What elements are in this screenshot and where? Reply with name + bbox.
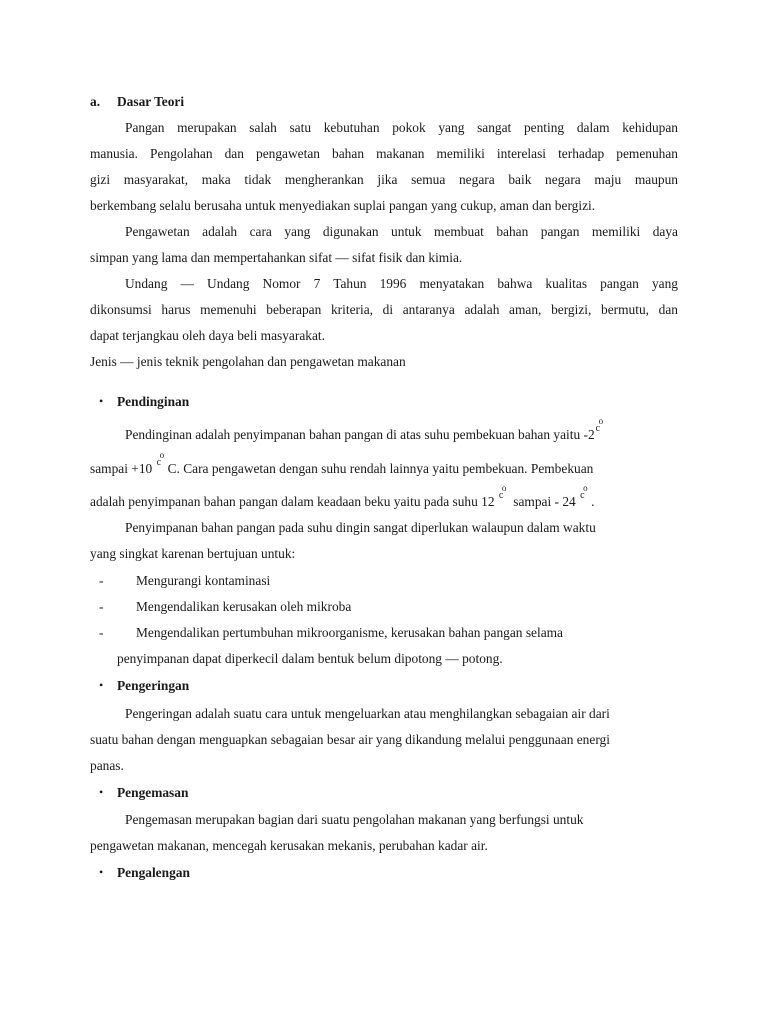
pendinginan-line2: sampai +10 c o C. Cara pengawetan dengan suhu rendah lainnya yaitu pembekuan. Pembekuan xyxy=(90,450,594,476)
pendinginan-title: Pendinginan xyxy=(117,394,190,409)
pengemasan-line2: pengawetan makanan, mencegah kerusakan mekanis, perubahan kadar air. xyxy=(90,838,488,853)
para3-line3: dapat terjangkau oleh daya beli masyarakat. xyxy=(90,328,325,343)
pengeringan-line2: suatu bahan dengan menguapkan sebagaian besar air yang dikandung melalui penggunaan energi xyxy=(90,732,610,747)
para3-line1: Undang — Undang Nomor 7 Tahun 1996 menyatakan bahwa kualitas pangan yang xyxy=(125,276,678,291)
para1-line2: manusia. Pengolahan dan pengawetan bahan makanan memiliki interelasi terhadap pemenuhan xyxy=(90,146,678,161)
bullet-icon: • xyxy=(99,678,104,692)
list-item: Mengendalikan kerusakan oleh mikroba xyxy=(136,599,352,614)
dash-marker: - xyxy=(99,625,104,640)
pendinginan-line3: adalah penyimpanan bahan pangan dalam keadaan beku yaitu pada suhu 12 c o sampai - 24 c o . xyxy=(90,483,595,509)
pendinginan-para2-line1: Penyimpanan bahan pangan pada suhu dingin sangat diperlukan walaupun dalam waktu xyxy=(125,520,596,535)
section-marker: a. xyxy=(90,94,101,109)
para2-line2: simpan yang lama dan mempertahankan sifat — sifat fisik dan kimia. xyxy=(90,250,463,265)
para3-line2: dikonsumsi harus memenuhi beberapan kriteria, di antaranya adalah aman, bergizi, bermutu, dan xyxy=(90,302,678,317)
list-item-continuation: penyimpanan dapat diperkecil dalam bentuk belum dipotong — potong. xyxy=(117,651,503,666)
pengemasan-line1: Pengemasan merupakan bagian dari suatu pengolahan makanan yang berfungsi untuk xyxy=(125,812,584,827)
pengeringan-line1: Pengeringan adalah suatu cara untuk mengeluarkan atau menghilangkan sebagaian air dari xyxy=(125,706,610,721)
degree-symbol: c o xyxy=(580,483,588,501)
degree-symbol: c o xyxy=(156,450,165,468)
dash-marker: - xyxy=(99,599,104,614)
pengeringan-line3: panas. xyxy=(90,758,124,773)
bullet-icon: • xyxy=(99,785,104,799)
para2-line1: Pengawetan adalah cara yang digunakan untuk membuat bahan pangan memiliki daya xyxy=(125,224,678,239)
para1-line1: Pangan merupakan salah satu kebutuhan pokok yang sangat penting dalam kehidupan xyxy=(125,120,678,135)
pengeringan-title: Pengeringan xyxy=(117,678,190,693)
para1-line4: berkembang selalu berusaha untuk menyediakan suplai pangan yang cukup, aman dan bergizi. xyxy=(90,198,596,213)
pendinginan-line1: Pendinginan adalah penyimpanan bahan pangan di atas suhu pembekuan bahan yaitu -2 c o xyxy=(125,426,607,443)
bullet-icon: • xyxy=(99,865,104,879)
pengalengan-title: Pengalengan xyxy=(117,865,190,880)
pendinginan-para2-line2: yang singkat karenan bertujuan untuk: xyxy=(90,546,296,561)
para1-line3: gizi masyarakat, maka tidak mengherankan jika semua negara baik negara maju maupun xyxy=(90,172,678,187)
jenis-line: Jenis — jenis teknik pengolahan dan pengawetan makanan xyxy=(90,354,406,369)
list-item: Mengendalikan pertumbuhan mikroorganisme, kerusakan bahan pangan selama xyxy=(136,625,564,640)
list-item: Mengurangi kontaminasi xyxy=(136,573,271,588)
dash-marker: - xyxy=(99,573,104,588)
degree-symbol: c o xyxy=(595,416,604,434)
section-title: Dasar Teori xyxy=(117,94,185,109)
degree-symbol: c o xyxy=(498,483,507,501)
bullet-icon: • xyxy=(99,394,104,408)
pengemasan-title: Pengemasan xyxy=(117,785,189,800)
